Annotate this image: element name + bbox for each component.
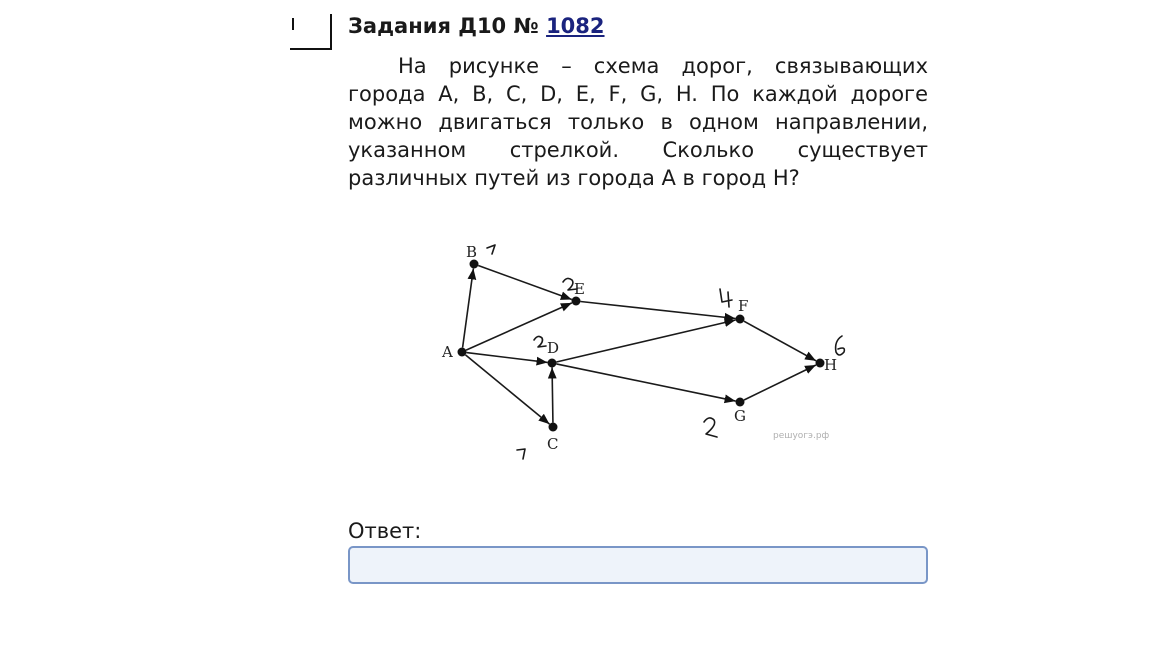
handwritten-count-f (720, 289, 732, 307)
graph-edges (463, 266, 816, 425)
node-label-d: D (547, 339, 560, 357)
node-label-e: E (574, 280, 585, 298)
node-d (548, 359, 557, 368)
answer-input[interactable] (348, 546, 928, 584)
task-text: На рисунке – схема дорог, связывающих города A, B, C, D, E, F, G, H. По каждой дороге можно двигаться только в одном направлении, указанном стрелкой. Сколько существует различных путей из города A в город H? (348, 54, 928, 190)
handwritten-count-b (487, 245, 495, 254)
node-label-b: B (466, 243, 478, 261)
edge-b-e (478, 266, 572, 300)
watermark: решуогэ.рф (773, 431, 830, 441)
node-c (549, 423, 558, 432)
handwritten-counts (487, 245, 844, 459)
edge-d-g (556, 364, 735, 401)
answer-label: Ответ: (348, 519, 422, 543)
edge-a-d (466, 353, 547, 363)
handwritten-count-h (836, 336, 845, 355)
task-header (348, 14, 605, 38)
node-g (736, 398, 745, 407)
node-label-f: F (738, 297, 749, 315)
handwritten-count-g (704, 418, 717, 437)
task-title-prefix: Задания Д10 № (348, 14, 547, 38)
edge-a-c (465, 355, 549, 424)
previous-task-box-tick (292, 18, 294, 30)
handwritten-count-d (534, 336, 546, 347)
node-label-h: H (824, 356, 838, 374)
edge-f-h (744, 321, 816, 361)
graph-nodes (441, 243, 837, 453)
edge-e-f (580, 301, 735, 318)
handwritten-count-c (517, 449, 525, 459)
edge-g-h (744, 365, 816, 400)
edge-a-b (463, 268, 474, 347)
edge-c-d (552, 367, 553, 422)
node-label-a: A (442, 343, 453, 361)
node-a (458, 348, 467, 357)
task-number-link[interactable]: 1082 (546, 14, 605, 38)
road-graph (420, 228, 860, 468)
previous-task-box-corner (290, 14, 332, 50)
node-label-c: C (547, 435, 559, 453)
node-f (736, 315, 745, 324)
node-label-g: G (734, 407, 746, 425)
edge-d-f (556, 320, 735, 362)
